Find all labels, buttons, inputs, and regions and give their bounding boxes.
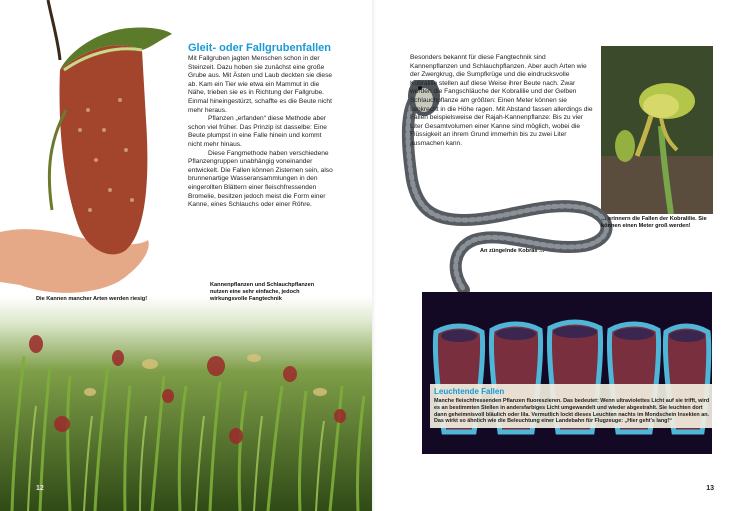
right-body-text: Besonders bekannt für diese Fangtechnik sind Kannenpflanzen und Schlauchpflanzen. Aber auch Arten wie der Zwergkrug, die Sumpfkrüge und die eindrucksvolle Kobralilie stellen auf diese Weise ihrer Beute nach. Zwar werden die Fangschläuche der Kobralilie und der Gelben Schlauchpflanze am größten: Einen Meter können sie senkrecht in die Höhe ragen. Mit Abstand fassen allerdings die Fallen beispielsweise der Rajah-Kannenpflanze: Bis zu vier Liter Gesamtvolumen einer Kanne sind möglich, wobei die Flüssigkeit an ihrem Grund immerhin bis zu zwei Liter ausmachen kann. [410,54,593,147]
box-text: Manche fleischfressenden Pflanzen fluoreszieren. Das bedeutet: Wenn ultraviolettes Licht auf sie trifft, wird es an bestimmten Stellen in andersfarbiges Licht umgewandelt und wieder abgestrahlt. Sie leuchten dort dann geheimnisvoll bläulich oder lila. Vermutlich lockt dieses Leuchten nachts im Mondschein Insekten an. Das wirkt so ähnlich wie die Beleuchtung einer Landebahn für Flugzeuge: „Hier geht’s lang!“ [434,398,710,425]
fluorescent-pitchers-photo [422,292,712,454]
box-title: Leuchtende Fallen [434,387,505,396]
left-body-text [188,55,336,210]
caption-pitcher: Die Kannen mancher Arten werden riesig! [36,296,148,302]
pitcher-plant-hand-photo [0,0,180,300]
caption-lily: … erinnern die Fallen der Kobralilie. Sie können einen Meter groß werden! [601,216,707,229]
caption-sarracenia: Kannenpflanzen und Schlauchpflanzen nutzen eine sehr einfache, jedoch wirkungsvolle Fangtechnik [210,282,315,302]
page-number-right: 13 [706,485,714,492]
paragraph-1: Mit Fallgruben jagten Menschen schon in der Steinzeit. Dazu hoben sie zunächst eine große Grube aus. Mit Ästen und Laub deckten sie diese ab. Kam ein Tier wie etwa ein Mammut in die Nähe, trieben sie es in Richtung der Fallgrube. Einmal hineingestürzt, schaffte es die Beute nicht mehr heraus. [188,55,333,114]
section-title: Gleit- oder Fallgrubenfallen [188,42,332,54]
right-page [376,0,750,511]
sarracenia-field-photo [0,296,374,511]
paragraph-2: Pflanzen „erfanden“ diese Methode aber schon viel früher. Das Prinzip ist dasselbe: Eine Beute plumpst in eine Falle hinein und kommt nicht mehr hinaus. [188,115,327,148]
left-page [0,0,374,511]
box-caption [430,384,712,428]
fluorescent-traps-box [422,292,712,454]
caption-cobra: An züngelnde Kobras … [480,248,545,254]
paragraph-3: Diese Fangmethode haben verschiedene Pflanzengruppen unabhängig voneinander entwickelt. Die Fallen können Zisternen sein, also brunnenartige Wasseransammlungen in den eingerollten Blättern einer fleischfressenden Bromelie, besitzen jedoch meist die Form einer Kanne, eines Schlauchs oder einer Röhre. [188,149,333,209]
page-number-left: 12 [36,485,44,492]
